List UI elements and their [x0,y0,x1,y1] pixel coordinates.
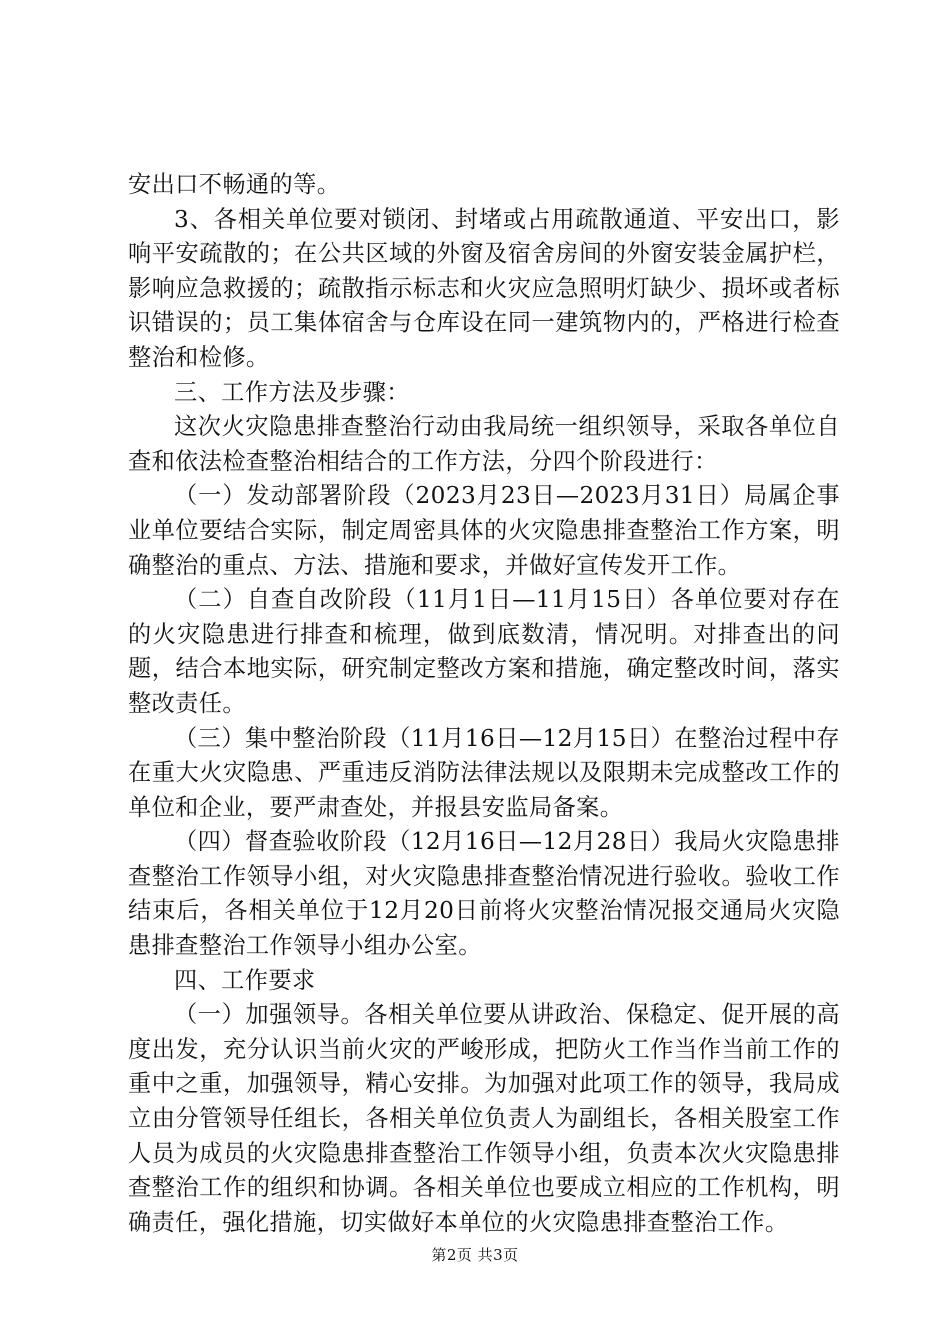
paragraph-stage-4: （四）督查验收阶段（12月16日—12月28日）我局火灾隐患排查整治工作领导小组，对火灾隐患排查整治情况进行验收。验收工作结束后，各相关单位于12月20日前将火灾整治情况报交通局火灾隐患排查整治工作领导小组办公室。 [128,828,840,960]
section-heading-methods: 三、工作方法及步骤： [174,378,410,406]
paragraph-continuation: 安出口不畅通的等。 [128,171,341,198]
paragraph-stage-3: （三）集中整治阶段（11月16日—12月15日）在整治过程中存在重大火灾隐患、严重违反消防法律法规以及限期未完成整改工作的单位和企业，要严肃查处，并报县安监局备案。 [128,724,840,821]
paragraph-item-3: 3、各相关单位要对锁闭、封堵或占用疏散通道、平安出口，影响平安疏散的；在公共区域的外窗及宿舍房间的外窗安装金属护栏，影响应急救援的；疏散指示标志和火灾应急照明灯缺少、损坏或者标识错误的；员工集体宿舍与仓库设在同一建筑物内的，严格进行检查整治和检修。 [128,205,840,371]
section-heading-requirements: 四、工作要求 [174,966,316,994]
page-footer: 第2页 共3页 [431,1246,519,1264]
paragraph-stage-2: （二）自查自改阶段（11月1日—11月15日）各单位要对存在的火灾隐患进行排查和梳理，做到底数清，情况明。对排查出的问题，结合本地实际，研究制定整改方案和措施，确定整改时间，落实整改责任。 [128,586,840,717]
paragraph-requirement-1: （一）加强领导。各相关单位要从讲政治、保稳定、促开展的高度出发，充分认识当前火灾的严峻形成，把防火工作当作当前工作的重中之重，加强领导，精心安排。为加强对此项工作的领导，我局成立由分管领导任组长，各相关单位负责人为副组长，各相关股室工作人员为成员的火灾隐患排查整治工作领导小组，负责本次火灾隐患排查整治工作的组织和协调。各相关单位也要成立相应的工作机构，明确责任，强化措施，切实做好本单位的火灾隐患排查整治工作。 [128,1001,840,1236]
paragraph-methods-intro: 这次火灾隐患排查整治行动由我局统一组织领导，采取各单位自查和依法检查整治相结合的工作方法，分四个阶段进行： [128,413,840,475]
document-body [128,168,840,1240]
paragraph-stage-1: （一）发动部署阶段（2023月23日—2023月31日）局属企事业单位要结合实际，制定周密具体的火灾隐患排查整治工作方案，明确整治的重点、方法、措施和要求，并做好宣传发开工作。 [128,482,840,579]
